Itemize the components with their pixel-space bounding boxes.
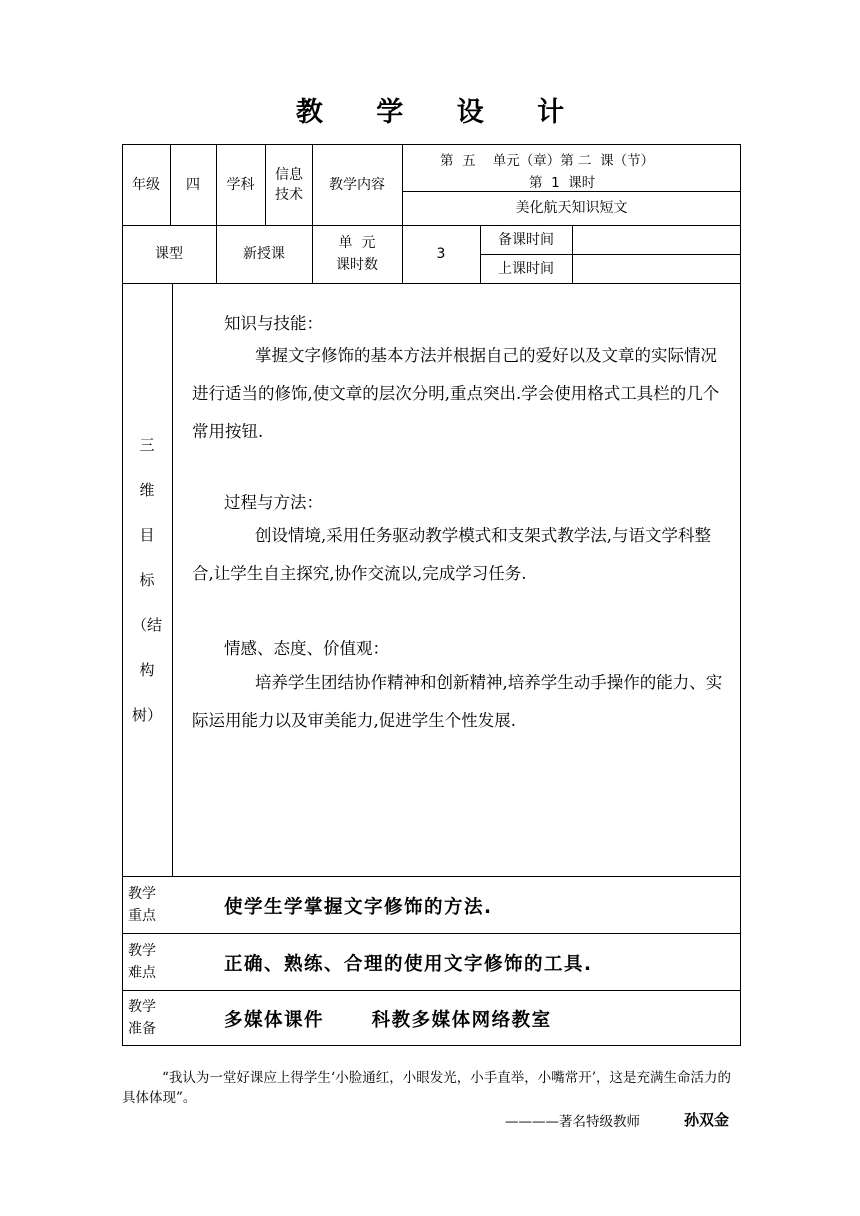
- period-line: 第 1 课时: [529, 175, 596, 191]
- process-heading: 过程与方法：: [224, 493, 323, 512]
- signature-name: 孙双金: [684, 1111, 730, 1129]
- side-char: 构: [139, 661, 155, 679]
- grade-value: 四: [186, 176, 200, 193]
- subject-value: 信息技术: [275, 166, 303, 203]
- prep-time-label: 备课时间: [498, 231, 554, 248]
- type-value: 新授课: [243, 246, 285, 262]
- emotion-heading: 情感、态度、价值观：: [224, 639, 389, 658]
- difficulty-label: 教学 难点: [128, 942, 156, 981]
- process-text: 创设情境,采用任务驱动教学模式和支架式教学法,与语文学科整合,让学生自主探究,协作交流以,完成学习任务.: [192, 526, 711, 583]
- page-title: 教 学 设 计: [295, 97, 587, 128]
- key-point-label: 教学 重点: [128, 885, 156, 924]
- preparation-text: 多媒体课件 科教多媒体网络教室: [224, 1010, 552, 1031]
- side-char: 树）: [131, 706, 162, 724]
- side-char: （结: [131, 616, 162, 634]
- signature-prefix: ————著名特级教师: [505, 1114, 640, 1130]
- side-char: 标: [139, 571, 155, 589]
- side-char: 维: [139, 481, 155, 499]
- class-time-value: [572, 254, 740, 283]
- emotion-text: 培养学生团结协作精神和创新精神,培养学生动手操作的能力、实际运用能力以及审美能力,促进学生个性发展.: [192, 673, 723, 730]
- footer-quote: “我认为一堂好课应上得学生‘小脸通红，小眼发光，小手直举，小嘴常开’，这是充满生命活力的具体体现”。: [122, 1070, 731, 1106]
- unit-line: 第 五 单元（章）第 二 课（节）: [440, 153, 655, 169]
- preparation-label: 教学 准备: [128, 998, 156, 1037]
- lesson-plan-table: [122, 144, 741, 1046]
- content-label: 教学内容: [329, 176, 385, 193]
- side-char: 三: [139, 436, 155, 454]
- knowledge-text: 掌握文字修饰的基本方法并根据自己的爱好以及文章的实际情况进行适当的修饰,使文章的层次分明,重点突出.学会使用格式工具栏的几个常用按钮.: [192, 346, 720, 441]
- key-point-text: 使学生学掌握文字修饰的方法.: [224, 897, 493, 918]
- difficulty-text: 正确、熟练、合理的使用文字修饰的工具.: [224, 954, 593, 975]
- unit-hours-label: 单 元 课时数: [336, 235, 378, 273]
- side-char: 目: [139, 526, 155, 544]
- subject-label: 学科: [226, 176, 255, 193]
- class-time-label: 上课时间: [498, 260, 554, 277]
- objectives-side-label: [122, 433, 172, 748]
- unit-hours-value: 3: [436, 246, 446, 262]
- prep-time-value: [572, 225, 740, 254]
- grade-label: 年级: [132, 176, 160, 193]
- knowledge-heading: 知识与技能：: [224, 314, 323, 333]
- lesson-title: 美化航天知识短文: [515, 200, 628, 216]
- type-label: 课型: [155, 246, 183, 262]
